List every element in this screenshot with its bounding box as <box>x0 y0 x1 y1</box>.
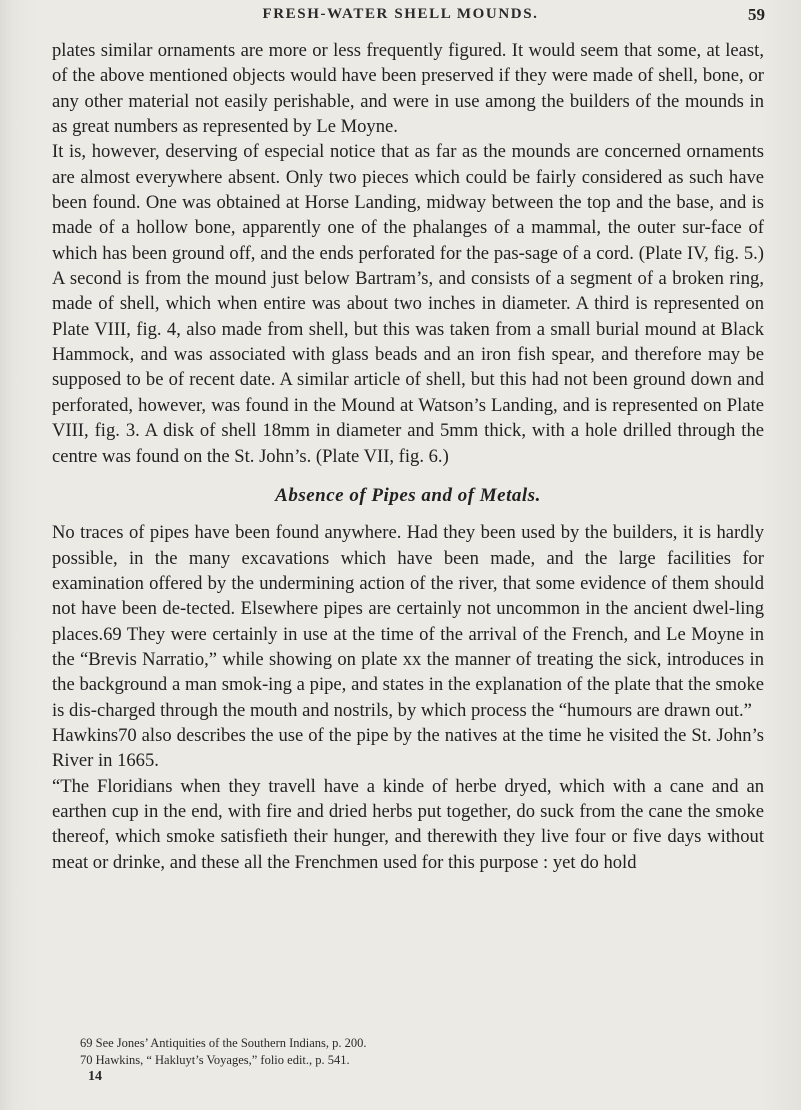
paragraph-pipes: No traces of pipes have been found anywhere. Had they been used by the builders, it is hardly possible, in the many excavations which have been made, and the large facilities for examination offered by the undermining action of the river, that some evidence of them should not have been de-tected. Elsewhere pipes are certainly not uncommon in the ancient dwel-ling places.69 They were certainly in use at the time of the arrival of the French, and Le Moyne in the “Brevis Narratio,” while showing on plate xx the manner of treating the sick, introduces in the background a man smok-ing a pipe, and states in the explanation of the plate that the smoke is dis-charged through the mouth and nostrils, by which process the “humours are drawn out.” <box>52 522 764 721</box>
signature-mark: 14 <box>88 1069 102 1084</box>
paragraph-ornaments-intro: plates similar ornaments are more or less frequently figured. It would seem that some, at least, of the above mentioned objects would have been preserved if they were made of shell, bone, or any other material not easily perishable, and were in use among the builders of the mounds in as great numbers as represented by Le Moyne. <box>52 40 764 138</box>
paragraph-ornaments-absent: It is, however, deserving of especial notice that as far as the mounds are concerned ornaments are almost everywhere absent. Only two pieces which could be fairly considered as such have been found. One was obtained at Horse Landing, midway between the top and the base, and is made of a hollow bone, apparently one of the phalanges of a mammal, the outer sur-face of which has been ground off, and the ends perforated for the pas-sage of a cord. (Plate IV, fig. 5.) A second is from the mound just below Bartram’s, and consists of a segment of a broken ring, made of shell, which when entire was about two inches in diameter. A third is represented on Plate VIII, fig. 4, also made from shell, but this was taken from a small burial mound at Black Hammock, and was associated with glass beads and an iron fish spear, and therefore may be supposed to be of recent date. A similar article of shell, but this had not been ground down and perforated, however, was found in the Mound at Watson’s Landing, and is represented on Plate VIII, fig. 3. A disk of shell 18mm in diameter and 5mm thick, with a hole drilled through the centre was found on the St. John’s. (Plate VII, fig. 6.) <box>52 141 764 467</box>
footnote-69: 69 See Jones’ Antiquities of the Southern Indians, p. 200. <box>80 1036 367 1050</box>
body-text <box>52 38 764 875</box>
paragraph-hawkins: Hawkins70 also describes the use of the pipe by the natives at the time he visited the St. John’s River in 1665. <box>52 724 764 772</box>
running-title: FRESH-WATER SHELL MOUNDS. <box>262 6 539 22</box>
section-heading: Absence of Pipes and of Metals. <box>275 484 541 506</box>
footnotes <box>80 1035 770 1069</box>
footnote-70: 70 Hawkins, “ Hakluyt’s Voyages,” folio edit., p. 541. <box>80 1053 350 1067</box>
running-header <box>0 6 801 28</box>
paragraph-quote: “The Floridians when they travell have a kinde of herbe dryed, which with a cane and an earthen cup in the end, with fire and dried herbs put together, do suck from the cane the smoke thereof, which smoke satisfieth their hunger, and therewith they live four or five days without meat or drinke, and these all the Frenchmen used for this purpose : yet do hold <box>52 775 764 873</box>
page-number: 59 <box>748 5 765 24</box>
